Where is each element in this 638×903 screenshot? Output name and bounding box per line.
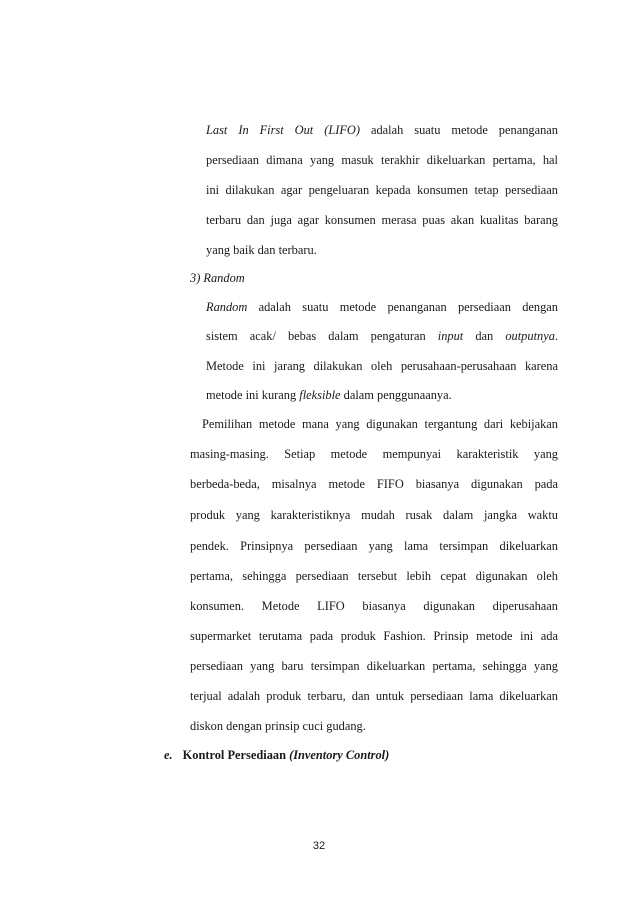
page-number: 32 bbox=[312, 840, 326, 852]
choice-line-10: terjual adalah produk terbaru, dan untuk persediaan lama dikeluarkan bbox=[190, 689, 558, 703]
random-line-2: sistem acak/ bebas dalam pengaturan input dan outputnya. bbox=[206, 329, 559, 343]
choice-line-9: persediaan yang baru tersimpan dikeluarkan pertama, sehingga yang bbox=[190, 659, 558, 673]
choice-line-7: konsumen. Metode LIFO biasanya digunakan diperusahaan bbox=[190, 599, 558, 613]
lifo-term: Last In First Out (LIFO) bbox=[206, 123, 360, 137]
choice-line-1: Pemilihan metode mana yang digunakan tergantung dari kebijakan bbox=[202, 417, 558, 431]
choice-line-5: pendek. Prinsipnya persediaan yang lama tersimpan dikeluarkan bbox=[190, 539, 558, 553]
choice-line-11: diskon dengan prinsip cuci gudang. bbox=[190, 719, 366, 733]
lifo-line-5: yang baik dan terbaru. bbox=[206, 243, 317, 257]
random-heading: 3) Random bbox=[190, 271, 245, 285]
lifo-line-3: ini dilakukan agar pengeluaran kepada konsumen tetap persediaan bbox=[206, 183, 558, 197]
choice-line-3: berbeda-beda, misalnya metode FIFO biasanya digunakan pada bbox=[190, 477, 558, 491]
choice-line-6: pertama, sehingga persediaan tersebut lebih cepat digunakan oleh bbox=[190, 569, 558, 583]
random-line-4: metode ini kurang fleksible dalam penggunaanya. bbox=[206, 388, 452, 402]
random-line-1: Random adalah suatu metode penanganan persediaan dengan bbox=[206, 300, 558, 314]
random-line-3: Metode ini jarang dilakukan oleh perusahaan-perusahaan karena bbox=[206, 359, 558, 373]
choice-line-8: supermarket terutama pada produk Fashion. Prinsip metode ini ada bbox=[190, 629, 558, 643]
choice-line-2: masing-masing. Setiap metode mempunyai karakteristik yang bbox=[190, 447, 558, 461]
section-heading: e. Kontrol Persediaan (Inventory Control) bbox=[164, 748, 390, 762]
section-marker: e. bbox=[164, 748, 173, 762]
choice-line-4: produk yang karakteristiknya mudah rusak dalam jangka waktu bbox=[190, 508, 558, 522]
lifo-line-1: Last In First Out (LIFO) adalah suatu metode penanganan bbox=[206, 123, 558, 137]
lifo-line-4: terbaru dan juga agar konsumen merasa puas akan kualitas barang bbox=[206, 213, 558, 227]
lifo-line-2: persediaan dimana yang masuk terakhir dikeluarkan pertama, hal bbox=[206, 153, 558, 167]
